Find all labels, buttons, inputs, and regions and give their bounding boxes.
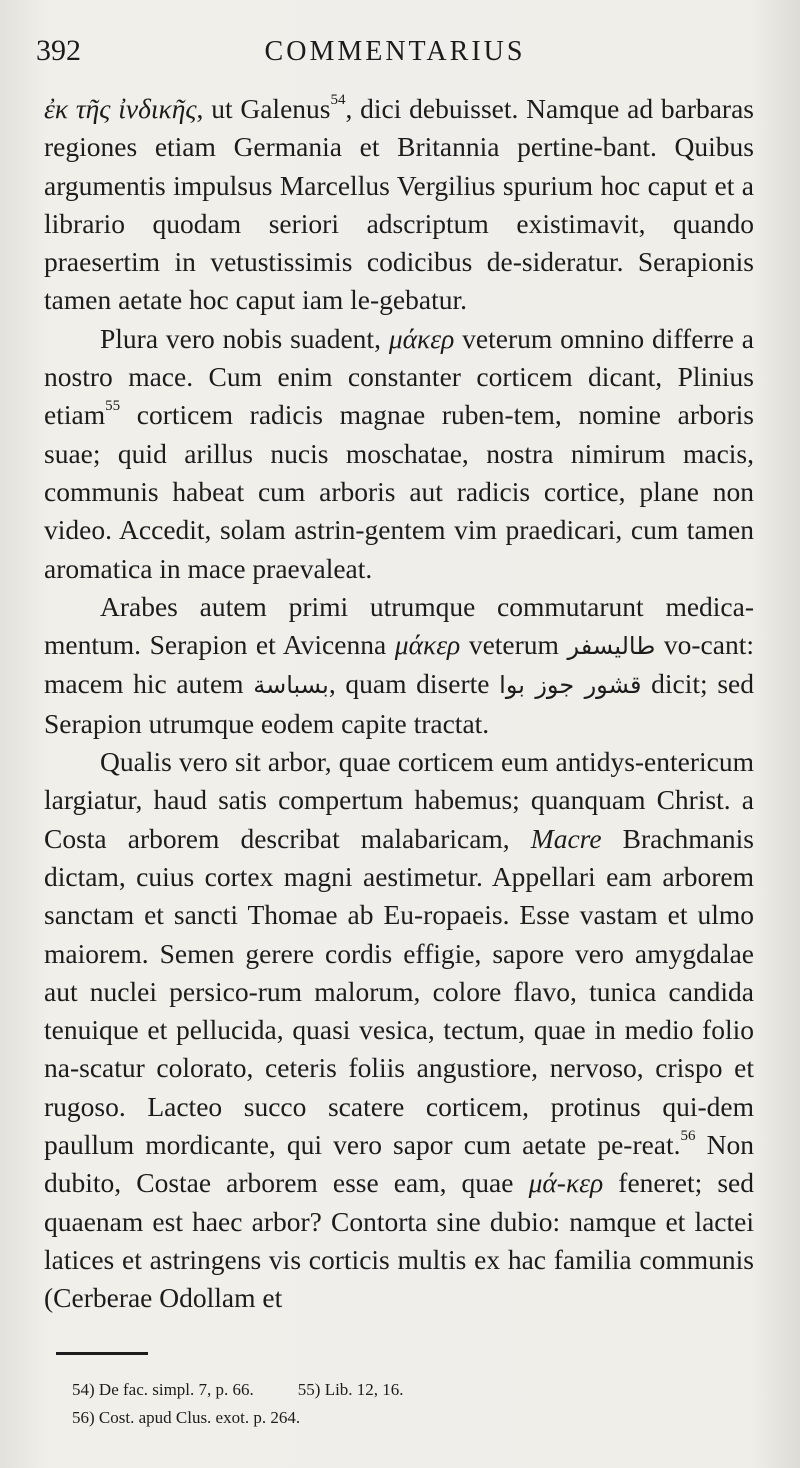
page-header [36,30,754,74]
greek-word: ἐκ τῆς ἰνδικῆς [44,93,197,124]
text-run: Brachmanis dictam, cuius cortex magni aestimetur. Appellari eam arborem sanctam et sancti Thomae ab Eu-ropaeis. Esse vastam et ulmo maiorem. Semen gerere cordis effigie, sapore vero amygdalae aut nuclei persico-rum malorum, colore flavo, tunica candida tenuique et pellucida, quasi vesica, tectum, quae in medio folio na-scatur colorato, ceteris foliis angustiore, nervoso, crispo et rugoso. Lacteo succo scatere corticem, protinus qui-dem paullum mordicante, qui vero sapor cum aetate pe-reat. [44,822,754,1161]
text-run: dicit; sed Serapion utrumque eodem capite tractat. [44,668,754,739]
text-run: Arabes autem primi utrumque commutarunt medica-mentum. Serapion et Avicenna [44,590,754,661]
footnote-marker: 54 [330,91,346,108]
footnote-marker: 55 [105,398,121,415]
page-number: 392 [36,34,81,67]
paragraph [44,588,754,743]
text-run: Non dubito, Costae arborem esse eam, quae [44,1129,754,1199]
text-run: Plura vero nobis suadent, [100,322,389,354]
footnote-55: 55) Lib. 12, 16. [297,1380,404,1399]
arabic-word: بسباسة [253,671,329,700]
text-run: , dici debuisset. Namque ad barbaras regiones etiam Germania et Britannia pertine-bant. Quibus argumentis impulsus Marcellus Vergilius spurium hoc caput et a librario quodam seriori adscriptum existimavit, quando praesertim in vetustissimis codicibus de-sideratur. Serapionis tamen aetate hoc caput iam le-gebatur. [44,93,754,316]
arabic-word: طاليسفر [567,632,656,661]
text-run: , quam diserte [328,668,500,700]
running-title: COMMENTARIUS [264,36,526,67]
footnote-row [72,1404,754,1432]
italic-word: Macre [530,822,602,854]
text-run: veterum omnino differre a nostro mace. Cum enim constanter corticem dicant, Plinius etiam [44,322,754,431]
paragraph [44,320,754,588]
paragraph [44,90,754,320]
text-run: feneret; sed quaenam est haec arbor? Contorta sine dubio: namque et lactei latices et astringens vis corticis multis ex hac familia communis (Cerberae Odollam et [44,1167,755,1314]
body-text [44,90,754,1318]
text-run: corticem radicis magnae ruben-tem, nomine arboris suae; quid arillus nucis moschatae, nostra nimirum macis, communis habeat cum arboris aut radicis cortice, plane non video. Accedit, solam astrin-gentem vim praedicari, cum tamen aromatica in mace praevaleat. [44,399,754,584]
text-run: Qualis vero sit arbor, quae corticem eum antidys-entericum largiatur, haud satis compertum habemus; quanquam Christ. a Costa arborem describat malabaricam, [44,746,754,854]
text-run: vo-cant: macem hic autem [44,629,754,700]
arabic-word: قشور جوز بوا [499,671,642,700]
paragraph [44,743,754,1317]
footnote-54: 54) De fac. simpl. 7, p. 66. [72,1380,254,1399]
greek-word: μά-κερ [528,1167,604,1199]
footnote-56: 56) Cost. apud Clus. exot. p. 264. [72,1408,301,1427]
text-run: veterum [460,629,568,661]
text-run: , ut Galenus [196,93,331,124]
footnote-marker: 56 [680,1127,696,1144]
footnote-rule [56,1352,148,1355]
greek-word: μάκερ [394,629,461,661]
greek-word: μάκερ [388,322,455,354]
footnote-row [72,1376,754,1404]
footnotes [72,1376,754,1432]
